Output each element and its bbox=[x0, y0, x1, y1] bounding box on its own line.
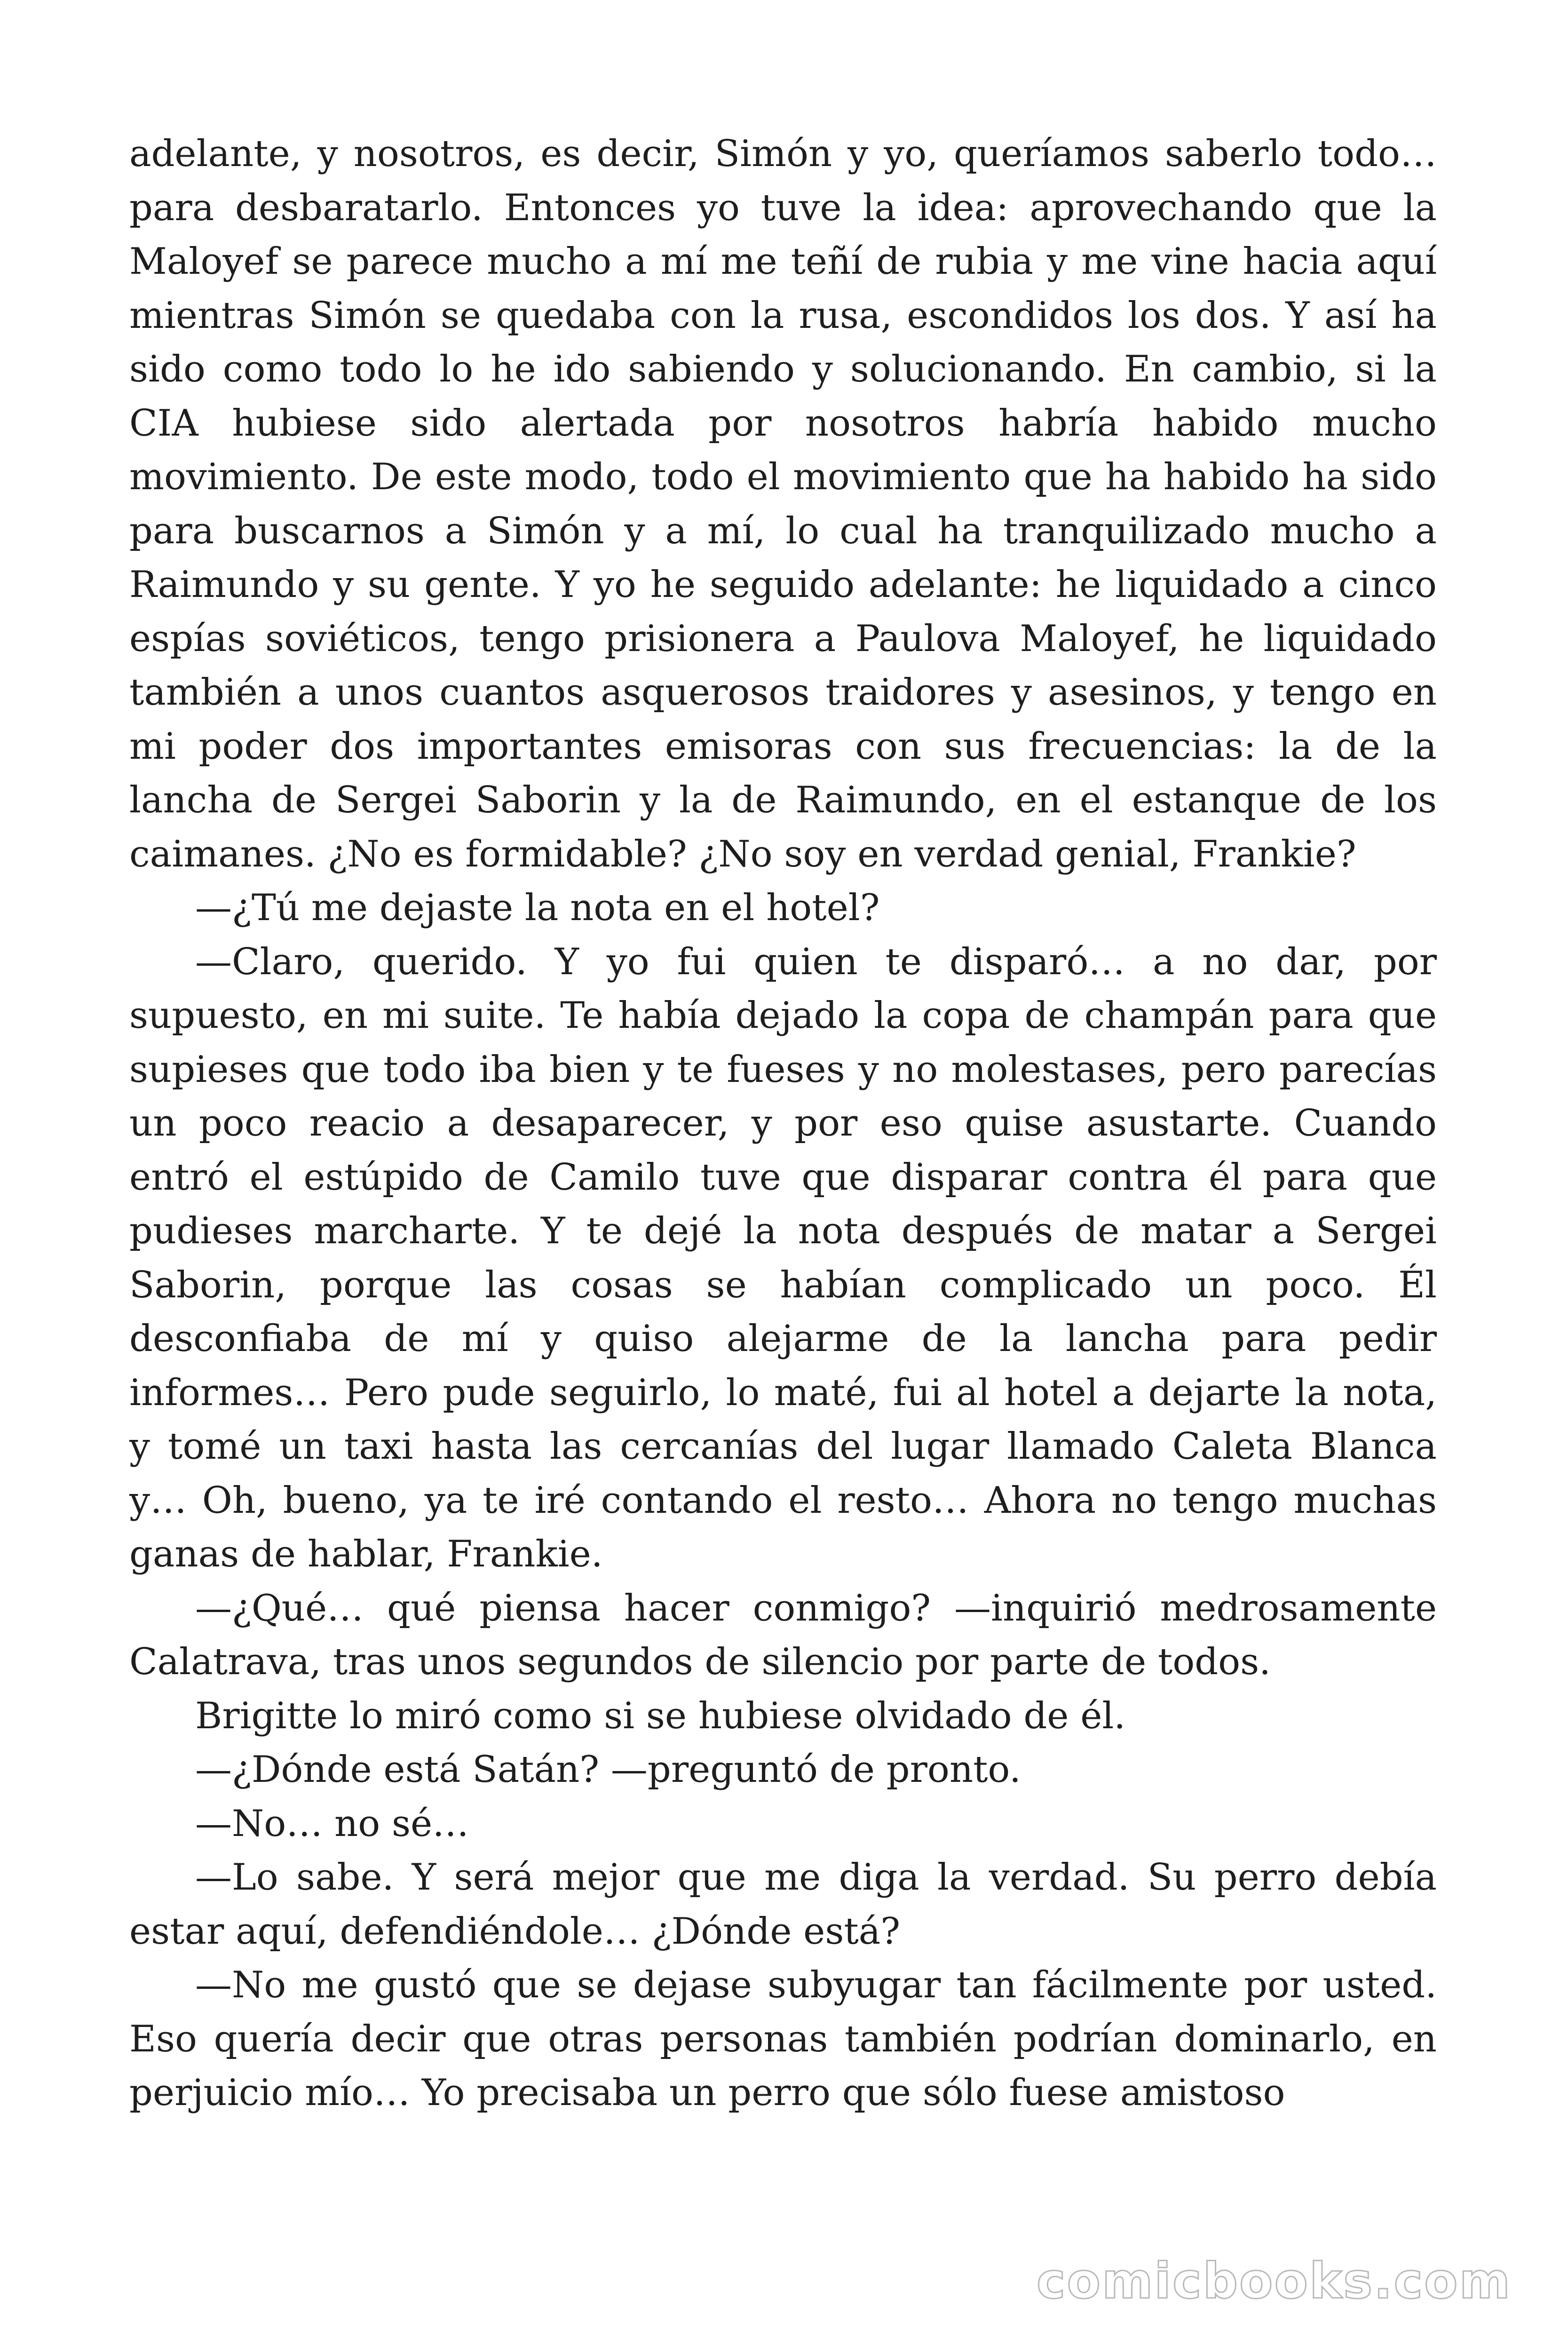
paragraph-5: Brigitte lo miró como si se hubiese olvidado de él. bbox=[195, 1694, 1126, 1737]
paragraph-2: —¿Tú me dejaste la nota en el hotel? bbox=[195, 887, 880, 929]
paragraph-6: —¿Dónde está Satán? —preguntó de pronto. bbox=[195, 1748, 1021, 1791]
paragraph-4: —¿Qué… qué piensa hacer conmigo? —inquirió medrosamente Calatrava, tras unos segundos de silencio por parte de todos. bbox=[129, 1587, 1437, 1683]
paragraph-1: adelante, y nosotros, es decir, Simón y yo, queríamos saberlo todo… para desbaratarlo. Entonces yo tuve la idea: aprovechando que la Maloyef se parece mucho a mí me teñí de rubia y me vine hacia aquí mientras Simón se quedaba con la rusa, escondidos los dos. Y así ha sido como todo lo he ido sabiendo y solucionando. En cambio, si la CIA hubiese sido alertada por nosotros habría habido mucho movimiento. De este modo, todo el movimiento que ha habido ha sido para buscarnos a Simón y a mí, lo cual ha tranquilizado mucho a Raimundo y su gente. Y yo he seguido adelante: he liquidado a cinco espías soviéticos, tengo prisionera a Paulova Maloyef, he liquidado también a unos cuantos asquerosos traidores y asesinos, y tengo en mi poder dos importantes emisoras con sus frecuencias: la de la lancha de Sergei Saborin y la de Raimundo, en el estanque de los caimanes. ¿No es formidable? ¿No soy en verdad genial, Frankie? bbox=[129, 133, 1437, 875]
paragraph-7: —No… no sé… bbox=[195, 1802, 469, 1845]
body-text bbox=[129, 127, 1437, 2120]
paragraph-8: —Lo sabe. Y será mejor que me diga la verdad. Su perro debía estar aquí, defendiéndole… ¿Dónde está? bbox=[129, 1856, 1437, 1953]
paragraph-3: —Claro, querido. Y yo fui quien te disparó… a no dar, por supuesto, en mi suite. Te había dejado la copa de champán para que supieses que todo iba bien y te fueses y no molestases, pero parecías un poco reacio a desaparecer, y por eso quise asustarte. Cuando entró el estúpido de Camilo tuve que disparar contra él para que pudieses marcharte. Y te dejé la nota después de matar a Sergei Saborin, porque las cosas se habían complicado un poco. Él desconfiaba de mí y quiso alejarme de la lancha para pedir informes… Pero pude seguirlo, lo maté, fui al hotel a dejarte la nota, y tomé un taxi hasta las cercanías del lugar llamado Caleta Blanca y… Oh, bueno, ya te iré contando el resto… Ahora no tengo muchas ganas de hablar, Frankie. bbox=[129, 940, 1437, 1575]
paragraph-9: —No me gustó que se dejase subyugar tan fácilmente por usted. Eso quería decir que otras personas también podrían dominarlo, en perjuicio mío… Yo precisaba un perro que sólo fuese amistoso bbox=[129, 1964, 1437, 2114]
site-watermark: comicbooks.com bbox=[1036, 2252, 1512, 2310]
